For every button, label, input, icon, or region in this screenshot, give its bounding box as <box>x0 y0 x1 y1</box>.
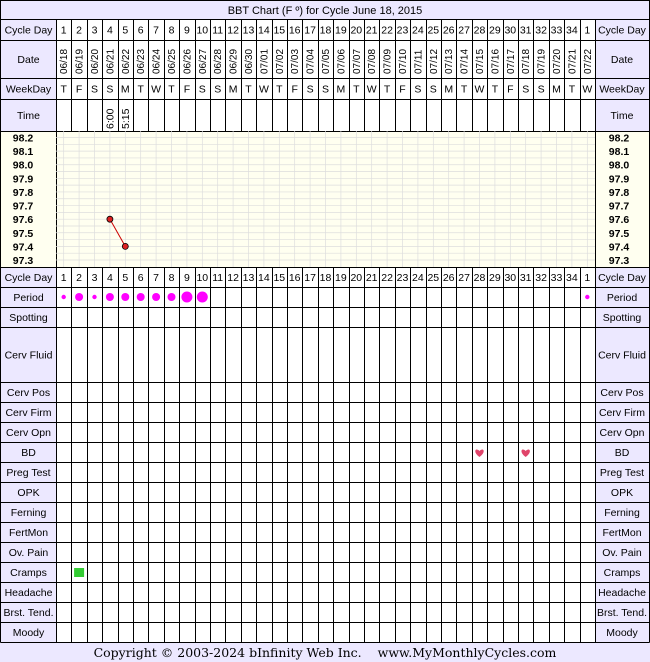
weekday-label: W <box>151 83 162 96</box>
cycle-day-number: 15 <box>273 24 286 37</box>
row-label-right-headache: Headache <box>598 587 646 599</box>
weekday-label: T <box>137 83 144 96</box>
cycle-day-number: 7 <box>153 24 160 37</box>
cycle-day-number: 4 <box>106 24 113 37</box>
date-label: 06/24 <box>151 48 163 74</box>
row-label-left-ov-pain: Ov. Pain <box>8 547 49 559</box>
date-label: 06/26 <box>182 48 194 74</box>
weekday-label: F <box>291 83 298 96</box>
date-label: 06/25 <box>167 48 178 74</box>
period-dot <box>181 292 192 303</box>
weekday-label: S <box>90 83 99 96</box>
cycle-day-number: 25 <box>427 272 440 284</box>
weekday-label: S <box>414 83 422 96</box>
row-label-left-cerv-firm: Cerv Firm <box>5 407 52 419</box>
row-label-left-date: Date <box>17 54 40 66</box>
weekday-label: W <box>582 83 593 96</box>
cycle-day-number: 8 <box>168 24 175 37</box>
weekday-label: T <box>60 83 67 96</box>
date-label: 06/30 <box>244 48 255 74</box>
date-label: 07/20 <box>552 48 563 74</box>
cycle-day-number: 18 <box>319 24 332 37</box>
cycle-day-number: 22 <box>381 272 393 284</box>
row-label-right-time: Time <box>610 110 634 122</box>
y-tick-label-left: 97.6 <box>12 214 34 227</box>
date-label: 07/08 <box>367 48 379 74</box>
weekday-label: F <box>183 83 191 96</box>
period-dot <box>121 293 129 301</box>
date-label: 07/07 <box>351 48 363 74</box>
y-tick-label-right: 98.1 <box>608 146 630 159</box>
date-label: 07/01 <box>259 48 271 74</box>
weekday-label: S <box>198 83 206 96</box>
date-label: 07/06 <box>336 48 348 74</box>
weekday-label: S <box>214 83 222 96</box>
cycle-day-number: 2 <box>76 272 83 284</box>
date-label: 07/21 <box>567 48 579 74</box>
row-label-left-weekday: WeekDay <box>5 83 52 96</box>
cycle-day-number: 5 <box>122 24 129 37</box>
weekday-label: T <box>491 83 499 96</box>
date-label: 07/15 <box>475 48 486 74</box>
date-label: 07/09 <box>382 48 394 74</box>
weekday-label: M <box>444 83 454 96</box>
cycle-day-number: 14 <box>258 272 270 284</box>
cycle-day-number: 13 <box>242 24 255 37</box>
weekday-label: M <box>120 83 130 96</box>
cycle-day-number: 26 <box>442 272 455 284</box>
date-label: 06/29 <box>228 48 240 74</box>
cycle-day-number: 1 <box>584 272 591 284</box>
date-label: 06/22 <box>120 48 132 74</box>
y-tick-label-left: 97.5 <box>12 227 34 240</box>
weekday-label: T <box>168 83 175 96</box>
y-tick-label-left: 98.0 <box>12 159 34 172</box>
cycle-day-number: 25 <box>427 24 440 37</box>
y-tick-label-left: 97.7 <box>12 200 34 213</box>
weekday-label: W <box>258 83 269 96</box>
cycle-day-number: 21 <box>365 24 378 37</box>
date-label: 07/02 <box>274 48 286 74</box>
cycle-day-number: 9 <box>183 272 190 284</box>
weekday-label: S <box>106 83 114 96</box>
row-label-left-time: Time <box>17 110 40 122</box>
cycle-day-number: 8 <box>168 272 175 284</box>
cycle-day-number: 1 <box>584 24 591 37</box>
weekday-label: M <box>228 83 238 96</box>
period-dot <box>92 295 96 299</box>
cycle-day-number: 3 <box>91 272 98 284</box>
cycle-day-number: 13 <box>242 272 255 284</box>
weekday-label: T <box>245 83 252 96</box>
site-link[interactable]: www.MyMonthlyCycles.com <box>377 645 557 660</box>
cycle-day-number: 27 <box>458 24 470 37</box>
y-tick-label-left: 97.3 <box>12 255 34 267</box>
date-label: 07/13 <box>444 48 456 74</box>
cycle-day-number: 20 <box>350 24 363 37</box>
cycle-day-number: 24 <box>412 24 424 37</box>
chart-title: BBT Chart (F º) for Cycle June 18, 2015 <box>227 5 423 17</box>
cycle-day-number: 12 <box>227 24 239 37</box>
date-label: 07/14 <box>459 48 471 74</box>
cycle-day-number: 26 <box>442 24 455 37</box>
date-label: 06/20 <box>90 48 101 74</box>
temperature-point <box>122 243 128 249</box>
cycle-day-number: 19 <box>335 24 347 37</box>
weekday-label: T <box>383 83 391 96</box>
weekday-label: T <box>353 83 360 96</box>
weekday-label: W <box>366 83 377 96</box>
row-label-left-cramps: Cramps <box>10 567 47 579</box>
cycle-day-number: 28 <box>473 24 486 37</box>
weekday-label: M <box>552 83 561 96</box>
row-label-left-cycle-day: Cycle Day <box>4 24 53 37</box>
date-label: 06/27 <box>197 48 209 74</box>
row-label-left-moody: Moody <box>12 627 45 639</box>
row-label-left-bd: BD <box>21 447 36 459</box>
cycle-day-number: 6 <box>137 24 144 37</box>
row-label-left-cerv-opn: Cerv Opn <box>6 427 51 439</box>
y-tick-label-left: 98.1 <box>12 146 34 159</box>
row-label-left-period: Period <box>13 292 44 304</box>
weekday-label: T <box>568 83 576 96</box>
row-label-right-fertmon: FertMon <box>602 527 642 539</box>
cycle-day-number: 6 <box>137 272 144 284</box>
date-label: 07/05 <box>321 48 332 74</box>
period-dot <box>168 293 176 301</box>
row-label-right-spotting: Spotting <box>602 312 642 324</box>
cycle-day-number: 22 <box>381 24 393 37</box>
cycle-day-number: 16 <box>288 272 301 284</box>
row-label-left-headache: Headache <box>4 587 53 599</box>
date-label: 07/12 <box>428 48 440 74</box>
weekday-label: T <box>460 83 468 96</box>
cycle-day-number: 5 <box>122 272 129 284</box>
cycle-day-number: 9 <box>183 24 190 37</box>
cycle-day-number: 7 <box>153 272 160 284</box>
copyright-text: Copyright © 2003-2024 bInfinity Web Inc. <box>93 645 362 660</box>
period-dot <box>137 293 145 301</box>
weekday-label: W <box>474 83 485 96</box>
date-label: 07/19 <box>536 48 548 74</box>
cycle-day-number: 21 <box>365 272 378 284</box>
row-label-right-date: Date <box>610 54 634 66</box>
cycle-day-number: 23 <box>396 24 409 37</box>
row-label-right-preg-test: Preg Test <box>599 467 645 479</box>
temperature-point <box>107 216 113 222</box>
weekday-label: F <box>507 83 514 96</box>
cycle-day-number: 30 <box>504 24 517 37</box>
cycle-day-number: 15 <box>273 272 286 284</box>
cycle-day-number: 1 <box>60 272 67 284</box>
row-label-right-cerv-opn: Cerv Opn <box>599 427 645 439</box>
date-label: 07/17 <box>505 48 517 74</box>
weekday-label: S <box>537 83 545 96</box>
cycle-day-number: 12 <box>227 272 239 284</box>
cramps-marker <box>74 568 84 577</box>
row-label-right-opk: OPK <box>610 487 634 499</box>
period-dot <box>197 292 208 303</box>
y-tick-label-right: 97.8 <box>608 186 630 199</box>
cycle-day-number: 10 <box>196 24 209 37</box>
cycle-day-number: 17 <box>304 272 316 284</box>
row-label-right-cerv-pos: Cerv Pos <box>600 387 644 399</box>
weekday-label: T <box>276 83 283 96</box>
weekday-label: F <box>399 83 406 96</box>
row-label-right-ferning: Ferning <box>604 507 640 519</box>
row-label-right-brst-tend: Brst. Tend. <box>597 607 647 619</box>
period-dot <box>152 293 160 301</box>
row-label-left-ferning: Ferning <box>10 507 47 519</box>
date-label: 07/04 <box>305 48 317 74</box>
cycle-day-number: 27 <box>458 272 470 284</box>
cycle-day-number: 2 <box>76 24 83 37</box>
y-tick-label-right: 98.0 <box>608 159 630 172</box>
row-label-right-ov-pain: Ov. Pain <box>602 547 642 559</box>
weekday-label: S <box>321 83 330 96</box>
row-label-left-cerv-pos: Cerv Pos <box>6 387 51 399</box>
cycle-day-number: 30 <box>504 272 517 284</box>
row-label-left-brst-tend: Brst. Tend. <box>3 607 54 619</box>
cycle-day-number: 3 <box>91 24 98 37</box>
cycle-day-number: 11 <box>212 272 224 284</box>
cycle-day-number: 4 <box>106 272 113 284</box>
y-tick-label-right: 97.5 <box>608 227 630 240</box>
row-label-right-cramps: Cramps <box>603 567 641 579</box>
cycle-day-number: 11 <box>212 24 224 37</box>
y-tick-label-right: 97.7 <box>608 200 630 213</box>
period-dot <box>585 295 589 299</box>
row-label-right-moody: Moody <box>606 627 638 639</box>
weekday-label: F <box>75 83 83 96</box>
cycle-day-number: 29 <box>489 272 501 284</box>
weekday-label: S <box>522 83 530 96</box>
y-tick-label-right: 98.2 <box>608 132 630 145</box>
date-label: 06/23 <box>136 48 148 74</box>
time-value: 5:15 <box>119 108 132 129</box>
date-label: 07/22 <box>582 48 594 74</box>
cycle-day-number: 17 <box>304 24 316 37</box>
y-tick-label-left: 97.8 <box>12 186 34 199</box>
row-label-left-cycle-day: Cycle Day <box>4 272 53 284</box>
row-label-left-cerv-fluid: Cerv Fluid <box>4 349 53 362</box>
cycle-day-number: 20 <box>350 272 363 284</box>
cycle-day-number: 31 <box>519 272 532 284</box>
date-label: 06/18 <box>59 48 71 74</box>
y-tick-label-right: 97.6 <box>608 214 630 227</box>
cycle-day-number: 34 <box>566 24 578 37</box>
y-tick-label-right: 97.9 <box>608 173 630 186</box>
y-tick-label-left: 98.2 <box>12 132 34 145</box>
date-label: 07/18 <box>521 48 533 74</box>
cycle-day-number: 29 <box>489 24 501 37</box>
y-tick-label-left: 97.4 <box>12 241 34 254</box>
cycle-day-number: 33 <box>550 24 563 37</box>
y-tick-label-left: 97.9 <box>12 173 34 186</box>
date-label: 07/10 <box>398 48 409 74</box>
cycle-day-number: 32 <box>535 24 547 37</box>
date-label: 06/19 <box>74 48 86 74</box>
cycle-day-number: 28 <box>473 272 486 284</box>
y-tick-label-right: 97.3 <box>608 255 630 267</box>
cycle-day-number: 19 <box>335 272 347 284</box>
row-label-right-cycle-day: Cycle Day <box>598 272 646 284</box>
row-label-right-period: Period <box>606 292 638 304</box>
row-label-right-cycle-day: Cycle Day <box>598 24 646 37</box>
date-label: 06/21 <box>105 48 117 74</box>
date-label: 07/16 <box>490 48 502 74</box>
cycle-day-number: 18 <box>319 272 332 284</box>
cycle-day-number: 34 <box>566 272 578 284</box>
date-label: 07/11 <box>413 49 425 74</box>
period-dot <box>75 293 83 301</box>
row-label-left-preg-test: Preg Test <box>6 467 51 479</box>
row-label-right-cerv-fluid: Cerv Fluid <box>598 349 646 362</box>
cycle-day-number: 14 <box>258 24 270 37</box>
cycle-day-number: 33 <box>550 272 563 284</box>
cycle-day-number: 1 <box>60 24 67 37</box>
period-dot <box>106 293 114 301</box>
weekday-label: M <box>336 83 346 96</box>
cycle-day-number: 24 <box>412 272 424 284</box>
cycle-day-number: 31 <box>519 24 532 37</box>
date-label: 07/03 <box>290 48 302 74</box>
row-label-left-opk: OPK <box>17 487 40 499</box>
row-label-right-weekday: WeekDay <box>599 83 645 96</box>
row-label-right-cerv-firm: Cerv Firm <box>598 407 646 419</box>
weekday-label: S <box>306 83 314 96</box>
cycle-day-number: 32 <box>535 272 547 284</box>
period-dot <box>62 295 66 299</box>
row-label-left-fertmon: FertMon <box>8 527 49 539</box>
weekday-label: S <box>429 83 437 96</box>
y-tick-label-right: 97.4 <box>608 241 630 254</box>
cycle-day-number: 10 <box>196 272 209 284</box>
date-label: 06/28 <box>213 48 225 74</box>
cycle-day-number: 23 <box>396 272 409 284</box>
time-value: 6:00 <box>104 108 117 129</box>
footer <box>0 643 650 662</box>
cycle-day-number: 16 <box>288 24 301 37</box>
row-label-right-bd: BD <box>614 447 630 459</box>
row-label-left-spotting: Spotting <box>9 312 48 324</box>
